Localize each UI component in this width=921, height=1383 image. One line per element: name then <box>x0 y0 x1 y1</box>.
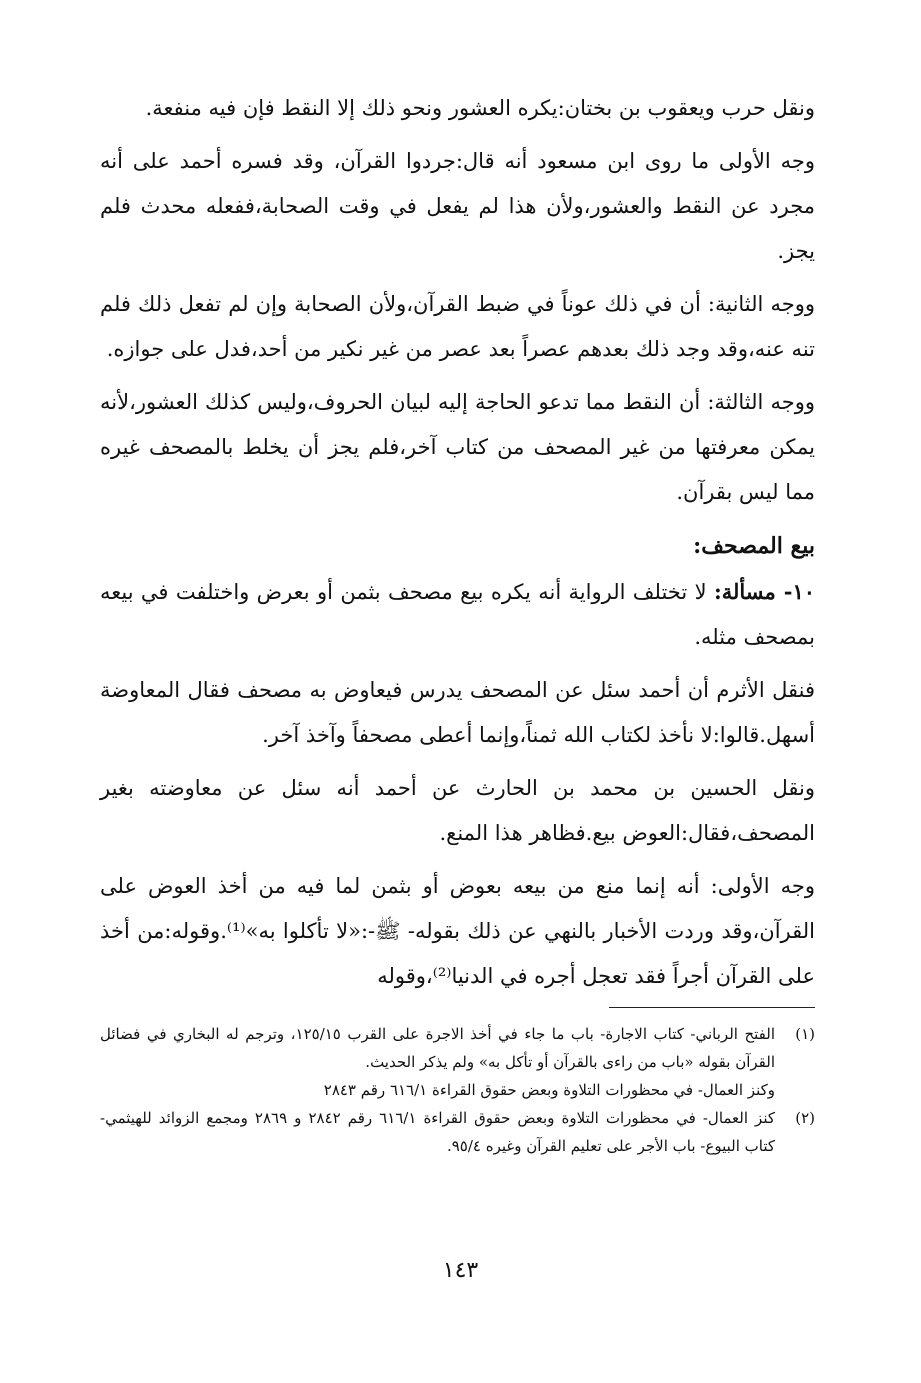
page-body <box>100 86 815 1160</box>
footnote-1-line-1: الفتح الرباني- كتاب الاجارة- باب ما جاء في أخذ الاجرة على القرب ١٢٥/١٥، وترجم له البخاري في فضائل القرآن بقوله «باب من راءى بالقرآن أو تأكل به» ولم يذكر الحديث. <box>100 1025 776 1071</box>
page-number: ١٤٣ <box>442 1258 479 1283</box>
paragraph-4: ووجه الثالثة: أن النقط مما تدعو الحاجة إليه لبيان الحروف،وليس كذلك العشور،لأنه يمكن معرفتها من غير المصحف من كتاب آخر،فلم يجز أن يخلط بالمصحف غيره مما ليس بقرآن. <box>100 390 815 504</box>
paragraph-5: فنقل الأثرم أن أحمد سئل عن المصحف يدرس فيعاوض به مصحف فقال المعاوضة أسهل.قالوا:لا نأخذ لكتاب الله ثمناً،وإنما أعطى مصحفاً وآخذ آخر. <box>100 678 815 747</box>
footnote-2-mark: (٢) <box>795 1109 815 1127</box>
paragraph-6: ونقل الحسين بن محمد بن الحارث عن أحمد أنه سئل عن معاوضته بغير المصحف،فقال:العوض بيع.فظاهر هذا المنع. <box>100 776 815 845</box>
footnote-1-mark: (١) <box>795 1025 815 1043</box>
paragraph-7: وجه الأولى: أنه إنما منع من بيعه بعوض أو بثمن لما فيه من أخذ العوض على القرآن،وقد وردت الأخبار بالنهي عن ذلك بقوله- ﷺ-:«لا تأكلوا به»⁽¹⁾.وقوله:من أخذ على القرآن أجراً فقد تعجل أجره في الدنيا⁽²⁾،وقوله <box>100 874 816 988</box>
paragraph-2: وجه الأولى ما روى ابن مسعود أنه قال:جردوا القرآن، وقد فسره أحمد على أنه مجرد عن النقط والعشور،ولأن هذا لم يفعل في وقت الصحابة،ففعله محدث فلم يجز. <box>100 149 815 263</box>
issue-paragraph <box>100 569 815 660</box>
footnote-1-line-2: وكنز العمال- في محظورات التلاوة وبعض حقوق القراءة ٦١٦/١ رقم ٢٨٤٣ <box>323 1081 775 1099</box>
paragraph-3: ووجه الثانية: أن في ذلك عوناً في ضبط القرآن،ولأن الصحابة وإن لم تفعل ذلك فلم تنه عنه،وقد وجد ذلك بعدهم عصراً بعد عصر من غير نكير من أحد،فدل على جوازه. <box>100 292 815 361</box>
paragraph-1: ونقل حرب ويعقوب بن بختان:يكره العشور ونحو ذلك إلا النقط فإن فيه منفعة. <box>145 96 815 120</box>
footnote-1 <box>100 1020 815 1104</box>
footnote-divider <box>609 1007 815 1008</box>
footnote-2 <box>100 1104 815 1160</box>
footnote-2-line-1: كنز العمال- في محظورات التلاوة وبعض حقوق القراءة ٦١٦/١ رقم ٢٨٤٢ و ٢٨٦٩ ومجمع الزوائد للهيثمي- كتاب البيوع- باب الأجر على تعليم القرآن وغيره ٩٥/٤. <box>100 1109 776 1155</box>
section-heading: بيع المصحف: <box>693 533 815 559</box>
issue-number: ١٠- مسألة: <box>713 579 816 604</box>
issue-text: لا تختلف الرواية أنه يكره بيع مصحف بثمن أو بعرض واختلفت في بيعه بمصحف مثله. <box>100 580 815 649</box>
